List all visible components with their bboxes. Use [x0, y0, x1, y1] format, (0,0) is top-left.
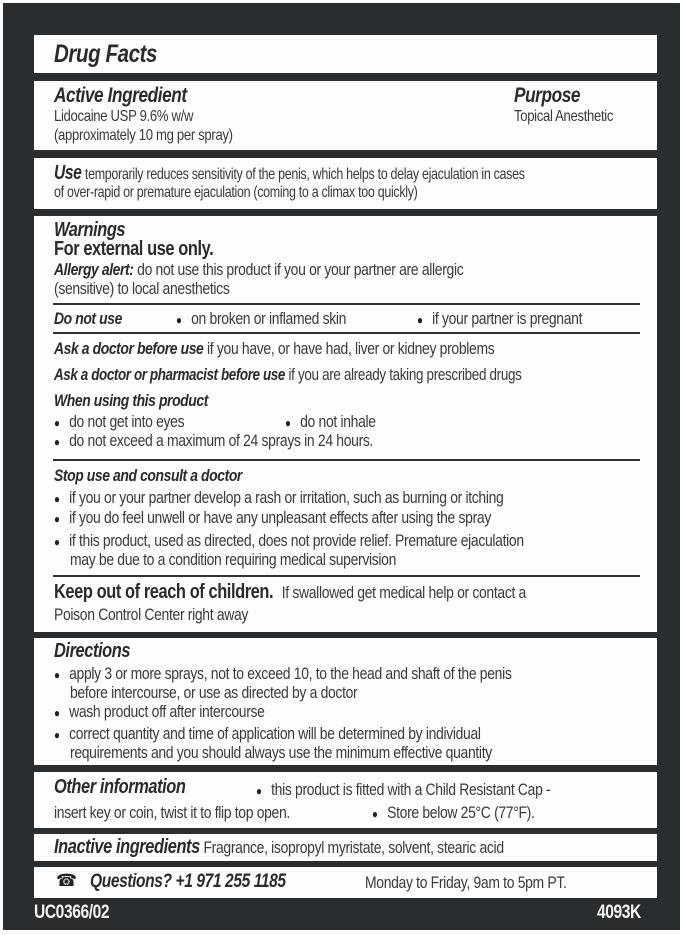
direction-item: apply 3 or more sprays, not to exceed 10, to the head and shaft of the penis	[69, 664, 512, 683]
direction-item: wash product off after intercourse	[69, 702, 265, 721]
ask-doctor-label: Ask a doctor before use	[54, 339, 204, 358]
bullet-icon: ●	[54, 492, 60, 506]
bullet-icon: ●	[54, 535, 60, 549]
page-title: Drug Facts	[54, 40, 157, 68]
other-information-heading: Other information	[54, 776, 186, 798]
other-information-panel	[34, 772, 657, 828]
other-information-text: this product is fitted with a Child Resistant Cap -	[271, 780, 551, 799]
questions-hours: Monday to Friday, 9am to 5pm PT.	[365, 873, 567, 892]
bullet-icon: ●	[54, 728, 60, 742]
product-code-left: UC0366/02	[34, 902, 110, 923]
section-divider	[53, 332, 640, 334]
other-information-text-line2: insert key or coin, twist it to flip top open.	[54, 803, 290, 822]
use-heading: Use	[54, 162, 82, 184]
storage-text: Store below 25°C (77°F).	[387, 803, 535, 822]
do-not-use-item: on broken or inflamed skin	[191, 309, 347, 328]
active-ingredient-panel	[34, 81, 657, 150]
keep-out-text: If swallowed get medical help or contact a	[281, 583, 526, 602]
questions-phone[interactable]: Questions? +1 971 255 1185	[90, 871, 286, 892]
stop-use-item: if you do feel unwell or have any unpleasant effects after using the spray	[69, 508, 491, 527]
section-divider	[53, 459, 640, 461]
ask-pharmacist-label: Ask a doctor or pharmacist before use	[54, 365, 285, 384]
bullet-icon: ●	[54, 706, 60, 720]
warnings-panel	[34, 216, 657, 632]
when-using-item: do not get into eyes	[69, 412, 185, 431]
purpose-value: Topical Anesthetic	[514, 108, 614, 125]
bullet-icon: ●	[54, 668, 60, 682]
warnings-heading: Warnings	[54, 219, 126, 241]
section-divider	[53, 303, 640, 305]
section-divider	[53, 575, 640, 577]
ask-pharmacist-text: if you are already taking prescribed drugs	[288, 365, 522, 384]
do-not-use-label: Do not use	[54, 309, 122, 328]
use-panel	[34, 158, 657, 209]
direction-item-continued: before intercourse, or use as directed by a doctor	[70, 683, 358, 702]
purpose-heading: Purpose	[514, 84, 581, 107]
active-ingredient-heading: Active Ingredient	[54, 84, 187, 107]
bullet-icon: ●	[54, 512, 60, 526]
bullet-icon: ●	[285, 416, 291, 430]
bullet-icon: ●	[372, 807, 378, 821]
allergy-alert-text: do not use this product if you or your partner are allergic	[137, 260, 464, 279]
when-using-item: do not inhale	[300, 412, 376, 431]
stop-use-item: if you or your partner develop a rash or irritation, such as burning or itching	[69, 488, 504, 507]
when-using-label: When using this product	[54, 391, 208, 410]
direction-item: correct quantity and time of application will be determined by individual	[69, 724, 481, 743]
telephone-icon: ☎	[56, 871, 78, 890]
active-ingredient-name: Lidocaine USP 9.6% w/w	[54, 108, 194, 125]
product-code-right: 4093K	[597, 902, 641, 923]
directions-panel	[34, 638, 657, 765]
bullet-icon: ●	[176, 313, 182, 327]
external-use-warning: For external use only.	[54, 238, 214, 260]
when-using-item: do not exceed a maximum of 24 sprays in 24 hours.	[69, 431, 374, 450]
bullet-icon: ●	[54, 435, 60, 449]
use-text-line2: of over-rapid or premature ejaculation (coming to a climax too quickly)	[54, 184, 418, 201]
allergy-alert-label: Allergy alert:	[54, 260, 134, 279]
bullet-icon: ●	[256, 784, 262, 798]
inactive-ingredients-heading: Inactive ingredients	[54, 836, 200, 858]
stop-use-item-continued: may be due to a condition requiring medical supervision	[70, 550, 397, 569]
questions-panel	[34, 867, 657, 898]
keep-out-label: Keep out of reach of children.	[54, 581, 274, 603]
ask-doctor-text: if you have, or have had, liver or kidney problems	[207, 339, 495, 358]
bullet-icon: ●	[417, 313, 423, 327]
stop-use-item: if this product, used as directed, does not provide relief. Premature ejaculation	[69, 531, 524, 550]
bullet-icon: ●	[54, 416, 60, 430]
stop-use-label: Stop use and consult a doctor	[54, 466, 242, 485]
keep-out-text-line2: Poison Control Center right away	[54, 605, 249, 624]
active-ingredient-amount: (approximately 10 mg per spray)	[54, 127, 233, 144]
allergy-alert-text-line2: (sensitive) to local anesthetics	[54, 279, 230, 298]
use-text-line1: temporarily reduces sensitivity of the penis, which helps to delay ejaculation in cases	[84, 166, 525, 183]
do-not-use-item: if your partner is pregnant	[432, 309, 583, 328]
inactive-ingredients-panel	[34, 834, 657, 861]
drug-facts-title-panel	[34, 35, 657, 73]
direction-item-continued: requirements and you should always use the minimum effective quantity	[70, 743, 492, 762]
directions-heading: Directions	[54, 640, 131, 662]
inactive-ingredients-text: Fragrance, isopropyl myristate, solvent, stearic acid	[203, 838, 504, 857]
